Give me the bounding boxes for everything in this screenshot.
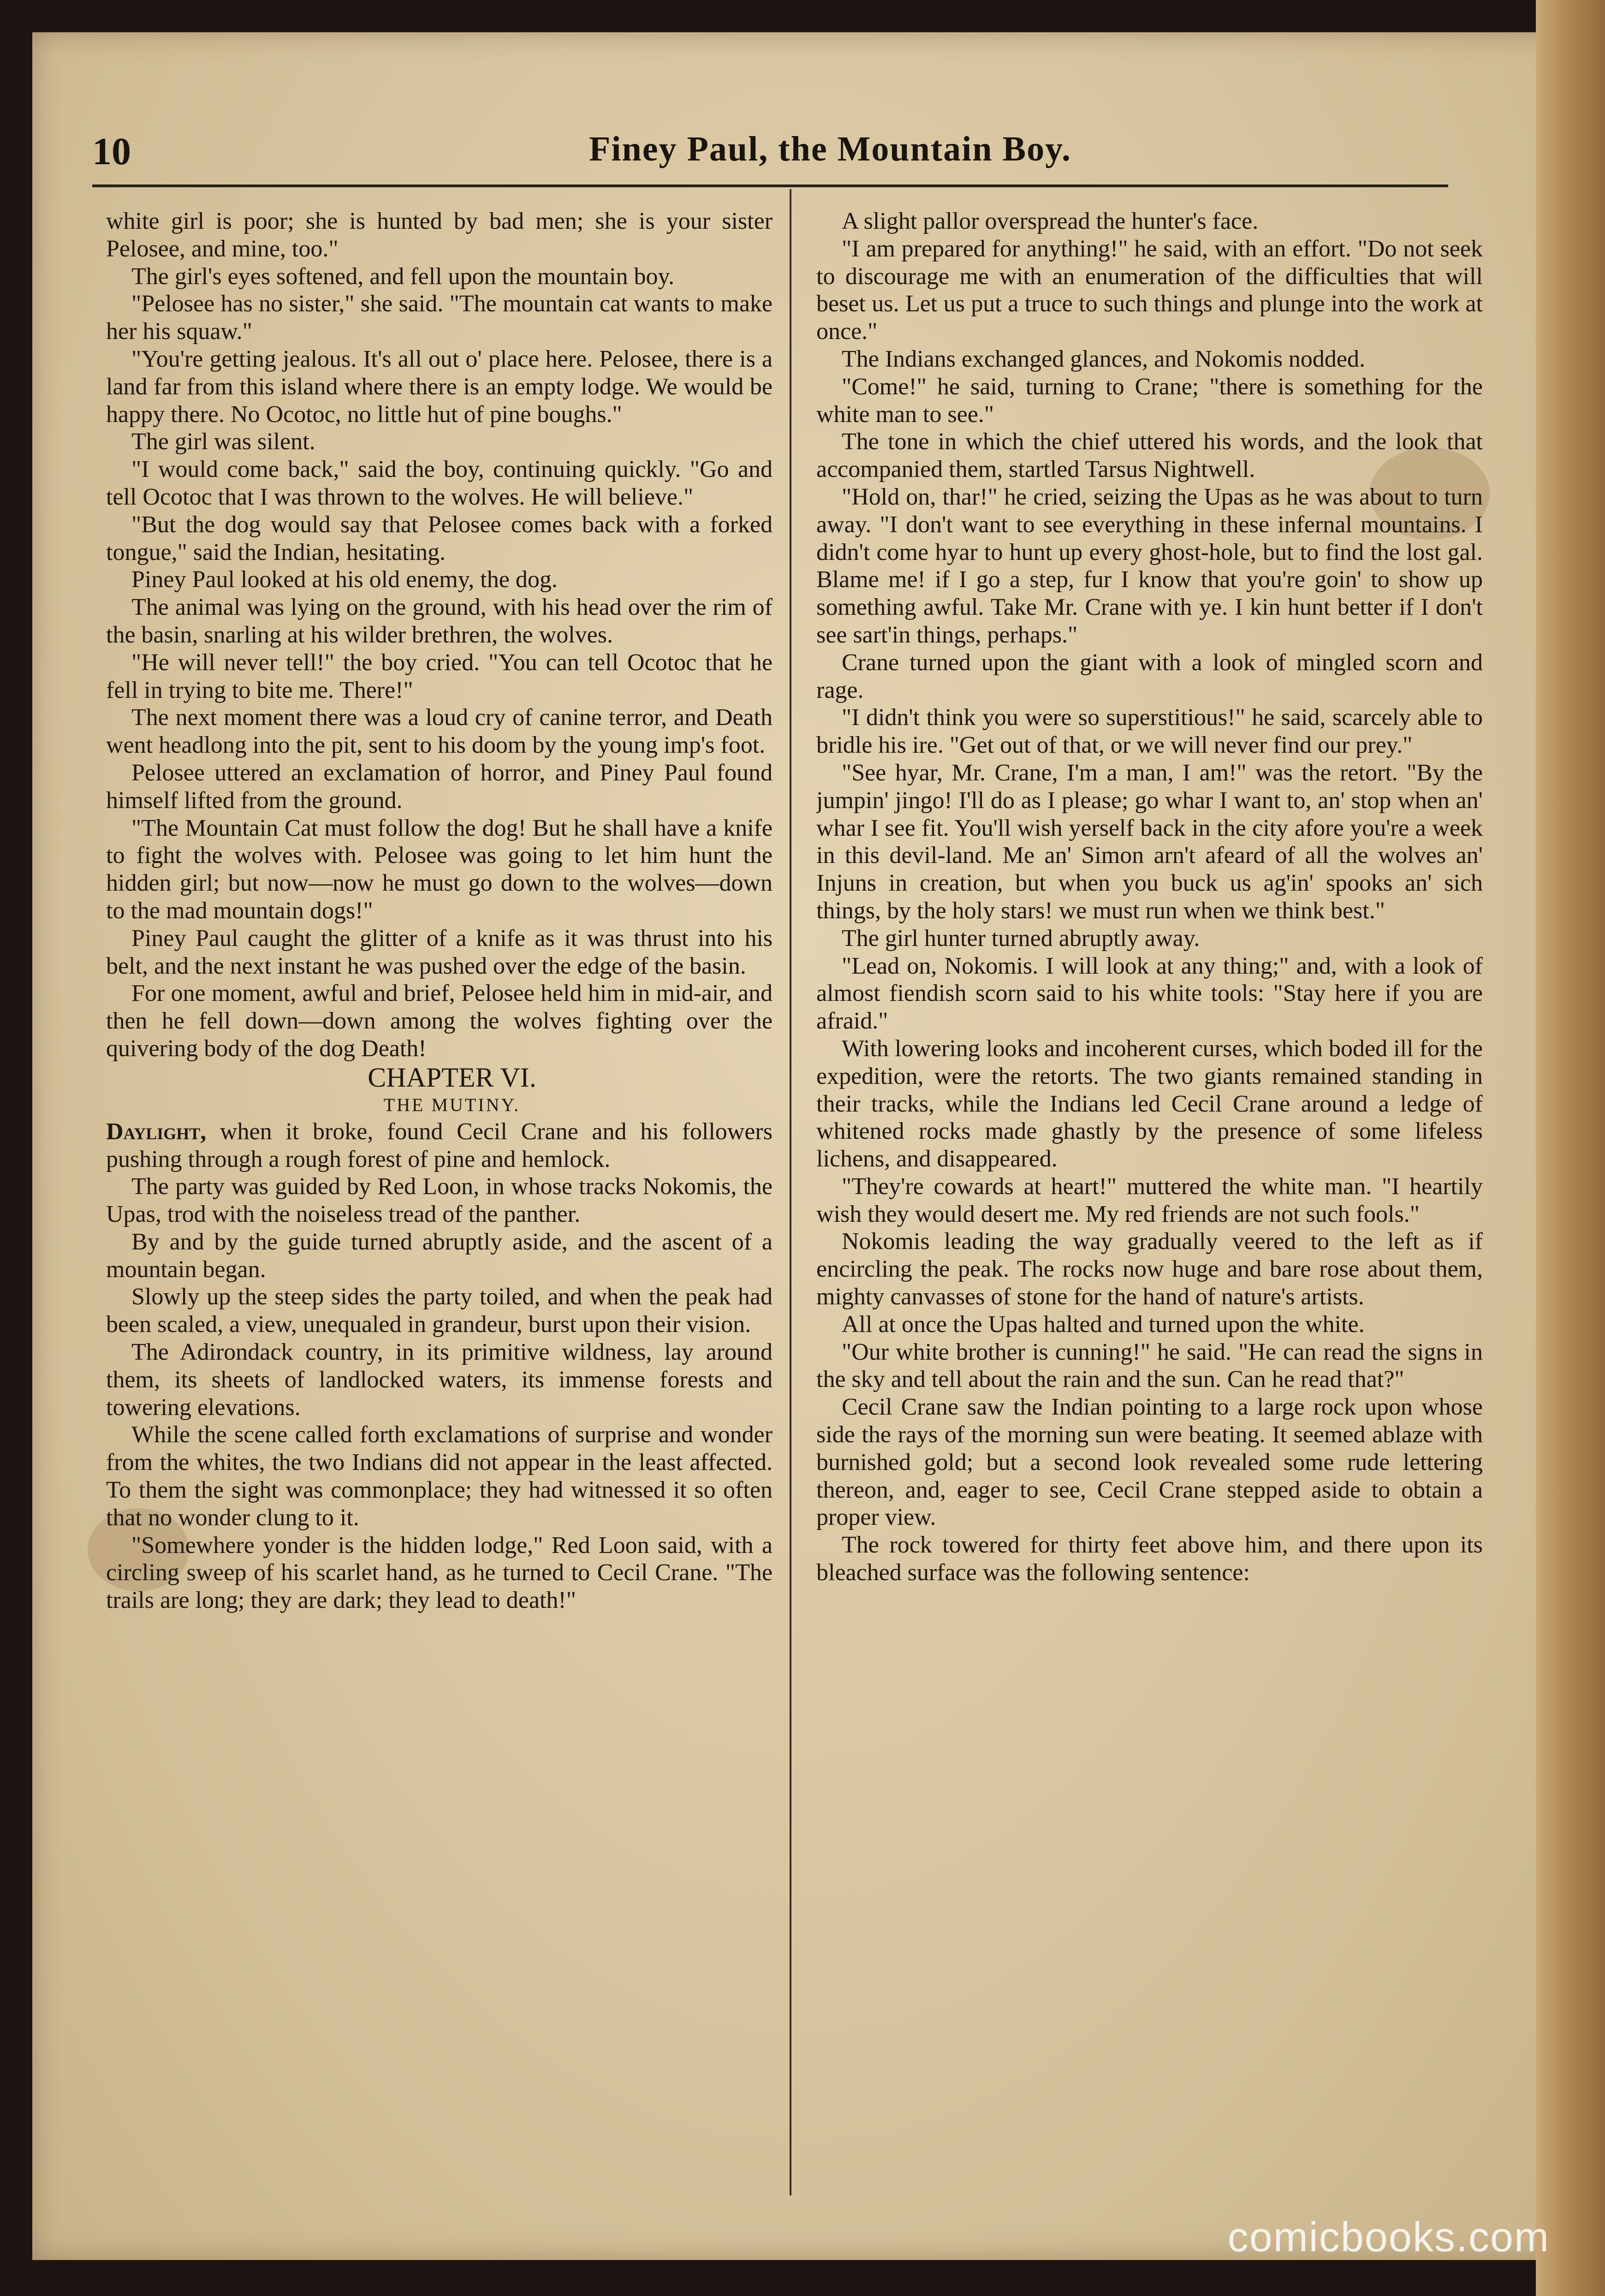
paragraph: "Come!" he said, turning to Crane; "there is something for the white man to see." (816, 373, 1483, 428)
left-column (106, 208, 773, 2214)
header-rule (92, 184, 1448, 187)
chapter-opening-paragraph (106, 1118, 773, 1173)
paragraph: The party was guided by Red Loon, in whose tracks Nokomis, the Upas, trod with the noiseless tread of the panther. (106, 1173, 773, 1228)
paragraph: "See hyar, Mr. Crane, I'm a man, I am!" was the retort. "By the jumpin' jingo! I'll do as I please; go whar I want to, an' stop when an' whar I see fit. You'll wish yerself back in the city afore you're a week in this devil-land. Me an' Simon arn't afeard of all the wolves an' Injuns in creation, but when you buck us ag'in' spooks an' sich things, by the holy stars! we must run when we think best." (816, 759, 1483, 924)
paragraph: "Pelosee has no sister," she said. "The mountain cat wants to make her his squaw." (106, 291, 773, 345)
running-title: Finey Paul, the Mountain Boy. (588, 130, 1072, 168)
paragraph: "I would come back," said the boy, continuing quickly. "Go and tell Ocotoc that I was thrown to the wolves. He will believe." (106, 456, 773, 510)
paragraph: The tone in which the chief uttered his words, and the look that accompanied them, startled Tarsus Nightwell. (816, 428, 1483, 483)
chapter-first-text: when it broke, found Cecil Crane and his followers pushing through a rough forest of pine and hemlock. (106, 1118, 773, 1172)
paragraph: Piney Paul looked at his old enemy, the dog. (131, 566, 558, 593)
paragraph: "I didn't think you were so superstitious!" he said, scarcely able to bridle his ire. "Get out of that, or we will never find our prey." (816, 704, 1483, 759)
paragraph: The girl hunter turned abruptly away. (842, 925, 1200, 952)
chapter-subtitle: THE MUTINY. (383, 1094, 521, 1115)
paragraph: Piney Paul caught the glitter of a knife as it was thrust into his belt, and the next instant he was pushed over the edge of the basin. (106, 925, 773, 979)
paragraph: The girl's eyes softened, and fell upon the mountain boy. (131, 263, 675, 290)
paragraph: "They're cowards at heart!" muttered the white man. "I heartily wish they would desert me. My red friends are not such fools." (816, 1173, 1483, 1227)
paragraph: The next moment there was a loud cry of canine terror, and Death went headlong into the pit, sent to his doom by the young imp's foot. (106, 704, 773, 759)
paragraph: The rock towered for thirty feet above him, and there upon its bleached surface was the following sentence: (816, 1532, 1483, 1586)
chapter-title: CHAPTER VI. (368, 1062, 536, 1093)
column-divider (790, 189, 791, 2195)
paragraph: "Lead on, Nokomis. I will look at any thing;" and, with a look of almost fiendish scorn said to his white tools: "Stay here if you are afraid." (816, 952, 1483, 1035)
paragraph: white girl is poor; she is hunted by bad men; she is your sister Pelosee, and mine, too." (106, 208, 773, 262)
paragraph: "Somewhere yonder is the hidden lodge," Red Loon said, with a circling sweep of his scarlet hand, as he turned to Cecil Crane. "The trails are long; they are dark; they lead to death!" (106, 1532, 773, 1614)
paragraph: For one moment, awful and brief, Pelosee held him in mid-air, and then he fell down—down among the wolves fighting over the quivering body of the dog Death! (106, 980, 773, 1062)
paragraph: "Our white brother is cunning!" he said. "He can read the signs in the sky and tell about the rain and the sun. Can he read that?" (816, 1338, 1483, 1393)
chapter-first-word: Daylight, (106, 1118, 207, 1145)
paragraph: "Hold on, thar!" he cried, seizing the Upas as he was about to turn away. "I don't want to see everything in these infernal mountains. I didn't come hyar to hunt up every ghost-hole, but to find the lost gal. Blame me! if I go a step, fur I know that you're goin' to show up something awful. Take Mr. Crane with ye. I kin hunt better if I don't see sart'in things, perhaps." (816, 483, 1483, 648)
paragraph: "The Mountain Cat must follow the dog! But he shall have a knife to fight the wolves with. Pelosee was going to let him hunt the hidden girl; but now—now he must go down to the wolves—down to the mad mountain dogs!" (106, 815, 773, 924)
paragraph: Slowly up the steep sides the party toiled, and when the peak had been scaled, a view, unequaled in grandeur, burst upon their vision. (106, 1284, 773, 1338)
paragraph: Pelosee uttered an exclamation of horror, and Piney Paul found himself lifted from the ground. (106, 759, 773, 814)
paragraph: "You're getting jealous. It's all out o' place here. Pelosee, there is a land far from this island where there is an empty lodge. We would be happy there. No Ocotoc, no little hut of pine boughs." (106, 345, 773, 428)
paragraph: Nokomis leading the way gradually veered to the left as if encircling the peak. The rocks now huge and bare rose about them, mighty canvasses of stone for the hand of nature's artists. (816, 1228, 1483, 1310)
paragraph: While the scene called forth exclamations of surprise and wonder from the whites, the two Indians did not appear in the least affected. To them the sight was commonplace; they had witnessed it so often that no wonder clung to it. (106, 1422, 773, 1531)
paragraph: Crane turned upon the giant with a look of mingled scorn and rage. (816, 649, 1483, 703)
paragraph: By and by the guide turned abruptly aside, and the ascent of a mountain began. (106, 1228, 773, 1283)
page-number: 10 (92, 130, 131, 173)
paragraph: "But the dog would say that Pelosee comes back with a forked tongue," said the Indian, hesitating. (106, 511, 773, 565)
page-header (92, 129, 1448, 180)
site-watermark: comicbooks.com (1227, 2214, 1550, 2260)
right-column (816, 208, 1483, 2214)
paragraph: The animal was lying on the ground, with his head over the rim of the basin, snarling at his wilder brethren, the wolves. (106, 594, 773, 648)
paragraph: "I am prepared for anything!" he said, with an effort. "Do not seek to discourage me with an enumeration of the difficulties that will beset us. Let us put a truce to such things and plunge into the work at once." (816, 235, 1483, 345)
paragraph: With lowering looks and incoherent curses, which boded ill for the expedition, were the retorts. The two giants remained standing in their tracks, while the Indians led Cecil Crane around a ledge of whitened rocks made ghastly by the presence of some lifeless lichens, and disappeared. (816, 1035, 1483, 1172)
paragraph: "He will never tell!" the boy cried. "You can tell Ocotoc that he fell in trying to bite me. There!" (106, 649, 773, 703)
paragraph: A slight pallor overspread the hunter's face. (842, 208, 1259, 234)
paragraph: The Adirondack country, in its primitive wildness, lay around them, its sheets of landlocked waters, its immense forests and towering elevations. (106, 1339, 773, 1421)
book-spine (1536, 0, 1605, 2296)
paragraph: Cecil Crane saw the Indian pointing to a large rock upon whose side the rays of the morning sun were beating. It seemed ablaze with burnished gold; but a second look revealed some rude lettering thereon, and, eager to see, Cecil Crane stepped aside to obtain a proper view. (816, 1394, 1483, 1531)
paragraph: The Indians exchanged glances, and Nokomis nodded. (842, 345, 1366, 372)
paragraph: All at once the Upas halted and turned upon the white. (842, 1311, 1365, 1338)
paragraph: The girl was silent. (131, 428, 315, 455)
